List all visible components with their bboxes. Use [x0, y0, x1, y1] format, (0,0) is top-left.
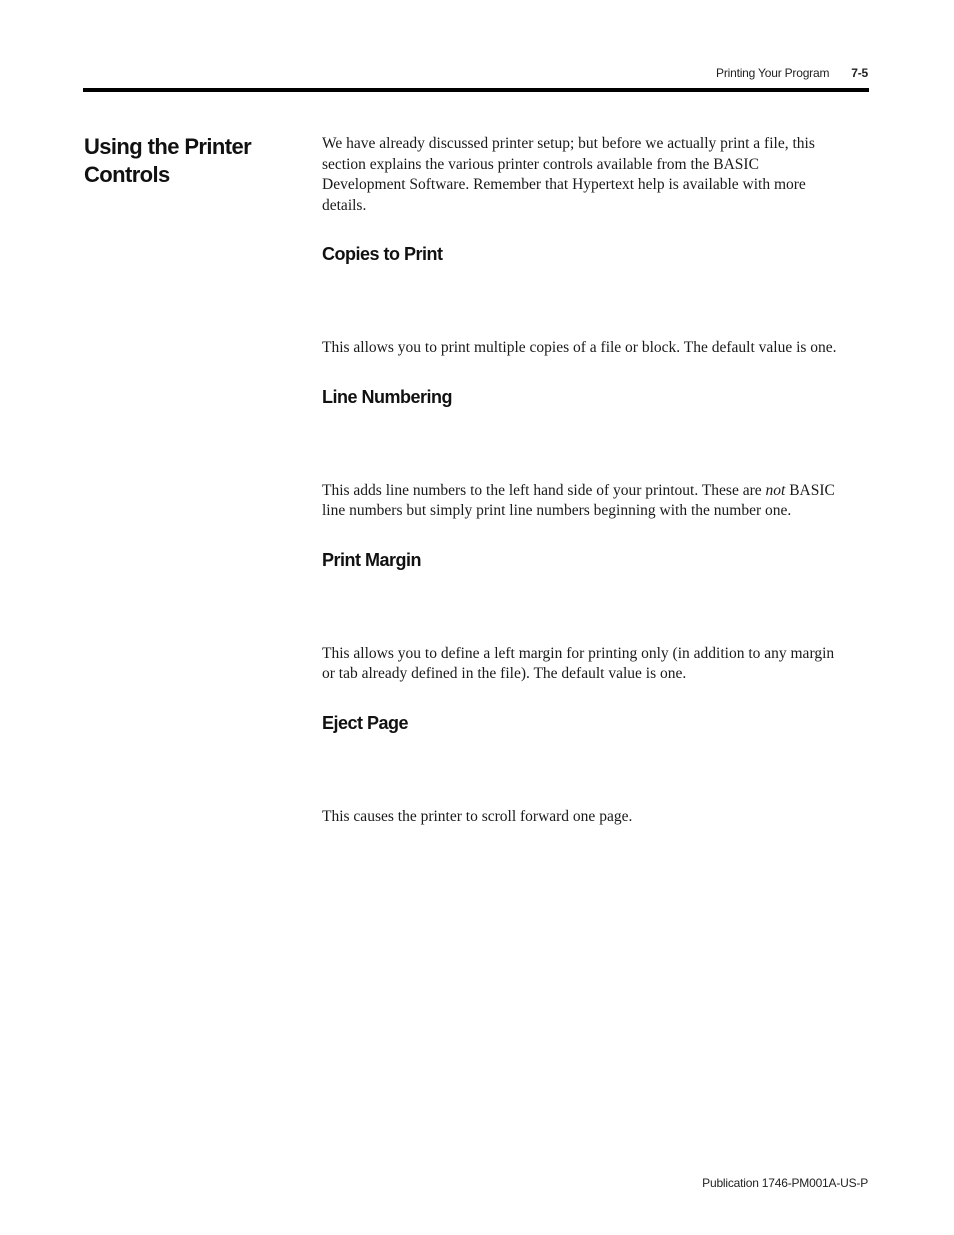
spacer — [322, 266, 870, 338]
intro-line: section explains the various printer controls available from the BASIC — [322, 155, 759, 173]
paragraph-print-margin — [322, 644, 870, 685]
paragraph-line: This allows you to print multiple copies of a file or block. The default value is one. — [322, 339, 837, 356]
main-content — [322, 134, 870, 853]
section-title-line2: Controls — [84, 162, 170, 187]
emphasis-not: not — [765, 481, 786, 499]
running-header — [716, 66, 868, 80]
section-title — [84, 133, 284, 189]
subheading-eject-page: Eject Page — [322, 712, 409, 733]
spacer — [322, 572, 870, 644]
subheading-print-margin: Print Margin — [322, 549, 422, 570]
header-rule — [83, 88, 869, 92]
paragraph-line: or tab already defined in the file). The default value is one. — [322, 665, 687, 682]
publication-footer: Publication 1746-PM001A-US-P — [702, 1176, 868, 1190]
intro-line: Development Software. Remember that Hypertext help is available with more — [322, 176, 806, 193]
chapter-title: Printing Your Program — [716, 66, 830, 80]
subheading-copies-to-print: Copies to Print — [322, 244, 443, 264]
spacer — [322, 735, 870, 807]
paragraph-copies-to-print — [322, 338, 870, 359]
spacer — [322, 409, 870, 481]
paragraph-line: This allows you to define a left margin for printing only (in addition to any margin — [322, 644, 835, 662]
paragraph-line: This causes the printer to scroll forward one page. — [322, 807, 633, 825]
subheading-line-numbering: Line Numbering — [322, 386, 453, 407]
paragraph-eject-page — [322, 807, 870, 828]
paragraph-line: line numbers but simply print line numbers beginning with the number one. — [322, 502, 792, 519]
intro-line: We have already discussed printer setup; but before we actually print a file, this — [322, 135, 815, 152]
paragraph-text: This adds line numbers to the left hand side of your printout. These are — [322, 481, 766, 499]
paragraph-line-numbering — [322, 481, 870, 522]
intro-paragraph — [322, 134, 870, 216]
paragraph-text: BASIC — [785, 481, 835, 499]
section-title-line1: Using the Printer — [84, 134, 252, 159]
intro-line: details. — [322, 196, 367, 214]
page-number: 7-5 — [851, 66, 868, 80]
